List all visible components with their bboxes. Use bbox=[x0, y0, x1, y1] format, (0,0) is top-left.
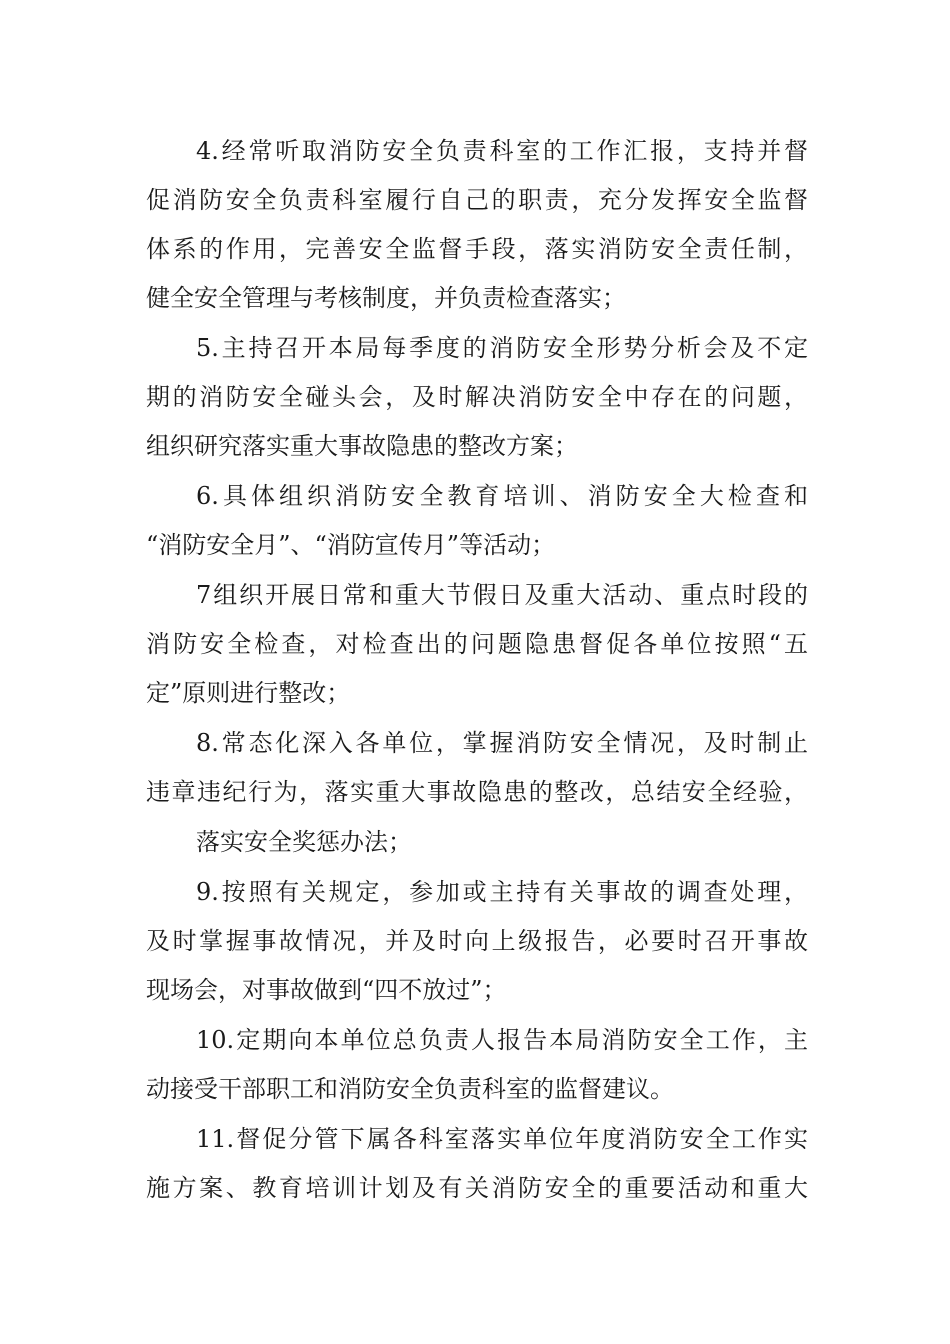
paragraph-5-line-3: 组织研究落实重大事故隐患的整改方案； bbox=[146, 432, 578, 460]
paragraph-11-line-1: 11.督促分管下属各科室落实单位年度消防安全工作实 bbox=[196, 1125, 808, 1153]
paragraph-7-line-3: 定”原则进行整改； bbox=[146, 679, 351, 707]
paragraph-4-line-3: 体系的作用，完善安全监督手段，落实消防安全责任制， bbox=[146, 235, 808, 263]
paragraph-7-line-2: 消防安全检查，对检查出的问题隐患督促各单位按照“五 bbox=[146, 630, 808, 658]
paragraph-5-line-2: 期的消防安全碰头会，及时解决消防安全中存在的问题， bbox=[146, 383, 808, 411]
paragraph-5-line-1: 5.主持召开本局每季度的消防安全形势分析会及不定 bbox=[196, 334, 808, 362]
paragraph-8-line-1: 8.常态化深入各单位，掌握消防安全情况，及时制止 bbox=[196, 729, 808, 757]
paragraph-6-line-1: 6.具体组织消防安全教育培训、消防安全大检查和 bbox=[196, 482, 808, 510]
paragraph-10-line-1: 10.定期向本单位总负责人报告本局消防安全工作，主 bbox=[196, 1026, 808, 1054]
paragraph-10-line-2: 动接受干部职工和消防安全负责科室的监督建议。 bbox=[146, 1075, 674, 1103]
paragraph-9-line-1: 9.按照有关规定，参加或主持有关事故的调查处理， bbox=[196, 878, 808, 906]
paragraph-9-line-3: 现场会，对事故做到“四不放过”； bbox=[146, 976, 507, 1004]
paragraph-6-line-2: “消防安全月”、“消防宣传月”等活动； bbox=[146, 531, 556, 559]
paragraph-11-line-2: 施方案、教育培训计划及有关消防安全的重要活动和重大 bbox=[146, 1174, 808, 1202]
paragraph-8-line-3: 落实安全奖惩办法； bbox=[196, 828, 412, 856]
paragraph-4-line-4: 健全安全管理与考核制度，并负责检查落实； bbox=[146, 284, 626, 312]
paragraph-4-line-2: 促消防安全负责科室履行自己的职责，充分发挥安全监督 bbox=[146, 186, 808, 214]
paragraph-9-line-2: 及时掌握事故情况，并及时向上级报告，必要时召开事故 bbox=[146, 927, 808, 955]
paragraph-7-line-1: 7组织开展日常和重大节假日及重大活动、重点时段的 bbox=[196, 581, 808, 609]
paragraph-4-line-1: 4.经常听取消防安全负责科室的工作汇报，支持并督 bbox=[196, 137, 808, 165]
paragraph-8-line-2: 违章违纪行为，落实重大事故隐患的整改，总结安全经验， bbox=[146, 778, 808, 806]
